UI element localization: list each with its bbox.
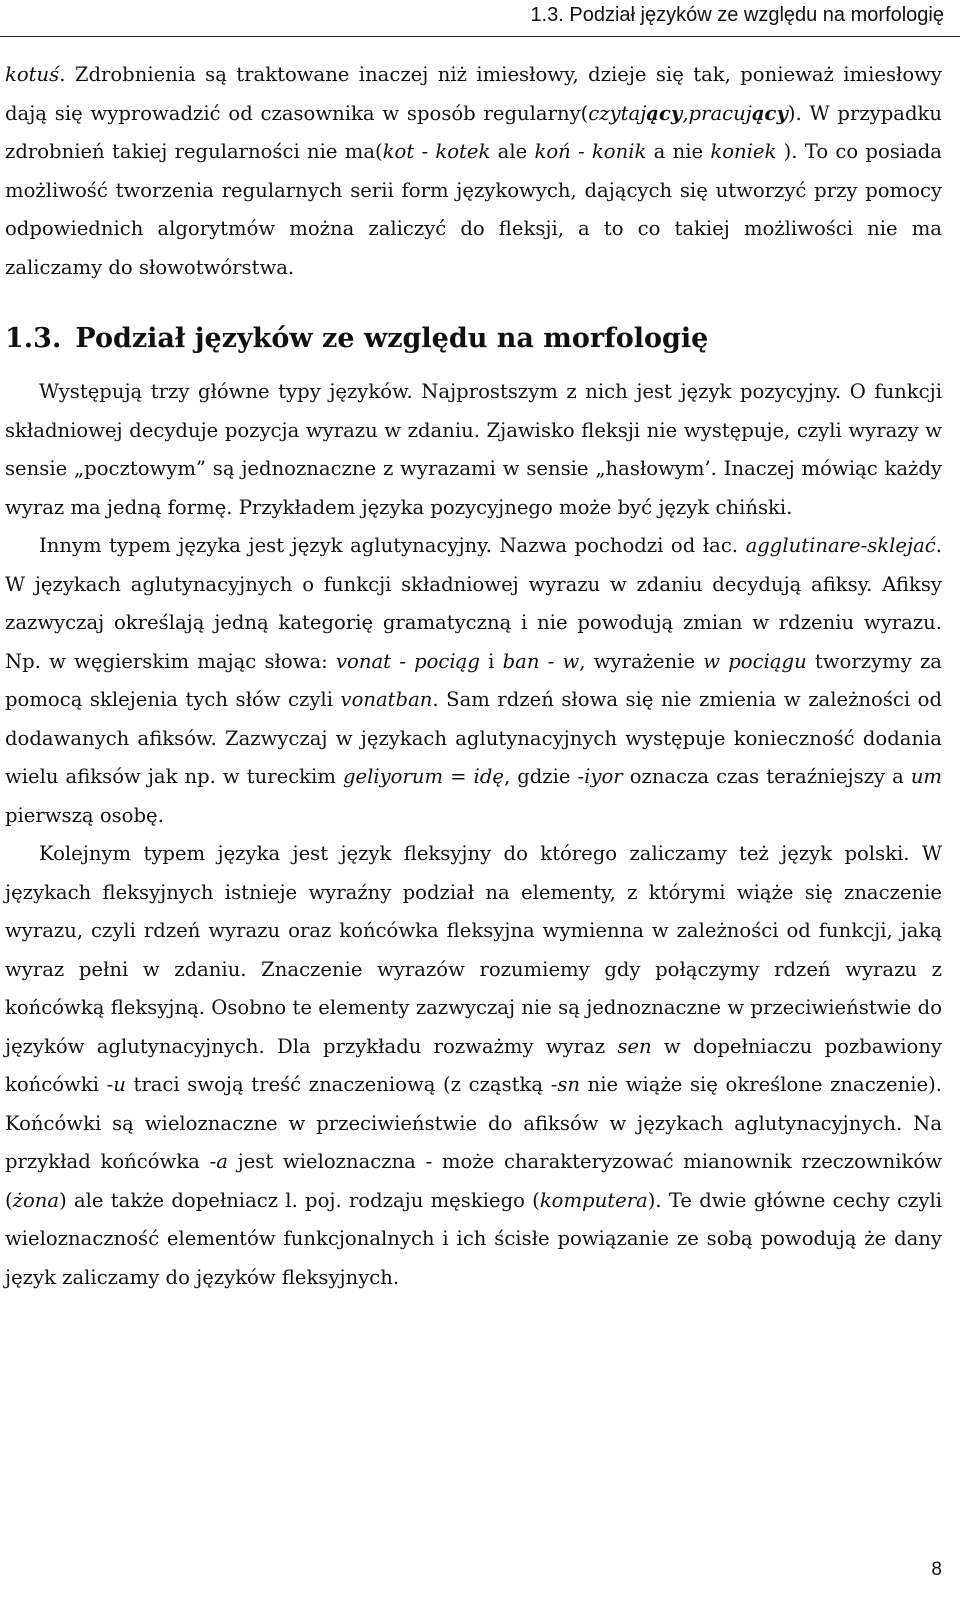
text-run: Innym typem języka jest język aglutynacyjny. Nazwa pochodzi od łac.	[39, 534, 746, 557]
example-word: agglutinare-sklejać	[745, 534, 936, 557]
example-word: żona	[12, 1188, 60, 1212]
text-run: , wyrażenie	[579, 649, 704, 673]
running-header: 1.3. Podział języków ze względu na morfologię	[530, 4, 944, 26]
example-word: iyor	[584, 765, 623, 788]
example-word: geliyorum	[342, 765, 444, 788]
text-run: Kolejnym typem języka jest język fleksyjny do którego zaliczamy też język polski. W językach fleksyjnych istnieje wyraźny podział na elementy, z którymi wiąże się znaczenie wyrazu, czyli rdzeń wyrazu oraz końcówka fleksyjna wymienna w zależności od funkcji, jaką wyraz pełni w zdaniu. Znaczenie wyrazów rozumiemy gdy połączymy rdzeń wyrazu z końcówką fleksyjną. Osobno te elementy zazwyczaj nie są jednoznaczne w przeciwieństwie do języków aglutynacyjnych. Dla przykładu rozważmy wyraz	[5, 842, 942, 1058]
text-run: . Zdrobnienia są traktowane inaczej niż imiesłowy, dzieje się tak, ponieważ imiesłowy dają się wyprowadzić od czasownika w sposób regularny(	[5, 63, 942, 125]
text-run: ). To co posiada możliwość tworzenia regularnych serii form językowych, dających się utworzyć przy pomocy odpowiednich algorytmów można zaliczyć do fleksji, a to co takiej możliwości nie ma zaliczamy do słowotwórstwa.	[5, 140, 942, 279]
suffix-bold: ący	[646, 101, 683, 125]
example-word: sen	[617, 1034, 652, 1058]
example-word: kotuś	[5, 63, 60, 86]
example-word: vonatban	[340, 688, 433, 711]
text-run: , gdzie -	[503, 765, 585, 788]
text-run: traci swoją treść znaczeniową (z cząstką -	[125, 1073, 558, 1096]
section-heading	[5, 319, 942, 359]
text-run: ale	[490, 140, 535, 163]
text-run: nie wiąże się określone znaczenie). Końcówki są wieloznaczne w przeciwieństwie do afiksów w językach aglutynacyjnych. Na przykład końcówka -	[5, 1073, 942, 1173]
text-run: tworzymy za pomocą sklejenia tych słów czyli	[5, 649, 942, 711]
text-run: pierwszą osobę.	[5, 803, 164, 827]
text-run: ). W przypadku zdrobnień takiej regularności nie ma(	[5, 101, 942, 163]
text-run: ). Te dwie główne cechy czyli wieloznaczność elementów funkcjonalnych i ich ścisłe powiązanie ze sobą powodują że dany język zaliczamy do języków fleksyjnych.	[5, 1188, 942, 1289]
text-run: ,	[682, 101, 689, 125]
example-word: um	[910, 765, 943, 788]
example-word: idę	[473, 765, 504, 788]
paragraph-agglutinative-languages	[5, 527, 942, 835]
example-word: u	[113, 1073, 126, 1096]
example-word: konik	[591, 140, 647, 163]
example-word: a	[216, 1150, 228, 1173]
page-body	[5, 56, 942, 1297]
example-word: pracuj	[688, 101, 752, 125]
text-run: oznacza czas teraźniejszy a	[622, 765, 911, 788]
example-word: vonat - pociąg	[335, 649, 480, 673]
example-word: koń	[534, 140, 571, 163]
example-suffix	[752, 102, 788, 125]
text-run: -	[570, 140, 592, 163]
example-word: kot	[382, 140, 415, 163]
text-run: ) ale także dopełniacz l. poj. rodzaju męskiego (	[59, 1188, 540, 1212]
text-run: i	[479, 649, 503, 673]
paragraph-positional-languages	[5, 373, 942, 527]
page-number: 8	[931, 1559, 942, 1580]
example-word: ban - w	[502, 649, 580, 673]
text-run: -	[414, 140, 436, 163]
suffix-bold: ący	[751, 101, 788, 125]
example-word: komputera	[539, 1188, 648, 1212]
example-word: koniek	[710, 140, 777, 163]
example-word: sn	[557, 1073, 580, 1096]
paragraph-inflectional-languages	[5, 835, 942, 1297]
text-run: jest wieloznaczna - może charakteryzować mianownik rzeczowników (	[5, 1150, 942, 1212]
header-rule	[0, 36, 960, 37]
text-run: =	[443, 765, 474, 788]
text-run: w dopełniaczu pozbawiony końcówki -	[5, 1034, 942, 1096]
paragraph-flexion-vs-word-formation	[5, 56, 942, 287]
section-number: 1.3.	[5, 323, 62, 354]
example-suffix	[646, 102, 682, 125]
example-word: kotek	[435, 140, 491, 163]
example-word: czytaj	[588, 101, 647, 125]
example-word: w pociągu	[703, 649, 807, 673]
text-run: a nie	[646, 140, 711, 163]
text-run: . Sam rdzeń słowa się nie zmienia w zależności od dodawanych afiksów. Zazwyczaj w językach aglutynacyjnych występuje konieczność dodania wielu afiksów jak np. w tureckim	[5, 688, 942, 788]
text-run: . W językach aglutynacyjnych o funkcji składniowej wyrazu w zdaniu decydują afiksy. Afiksy zazwyczaj określają jedną kategorię gramatyczną i nie powodują zmian w rdzeniu wyrazu. Np. w węgierskim mając słowa:	[5, 534, 942, 673]
section-title: Podział języków ze względu na morfologię	[75, 323, 709, 354]
text-run: Występują trzy główne typy języków. Najprostszym z nich jest język pozycyjny. O funkcji składniowej decyduje pozycja wyrazu w zdaniu. Zjawisko fleksji nie występuje, czyli wyrazy w sensie „pocztowym” są jednoznaczne z wyrazami w sensie „hasłowym’. Inaczej mówiąc każdy wyraz ma jedną formę. Przykładem języka pozycyjnego może być język chiński.	[5, 380, 942, 519]
